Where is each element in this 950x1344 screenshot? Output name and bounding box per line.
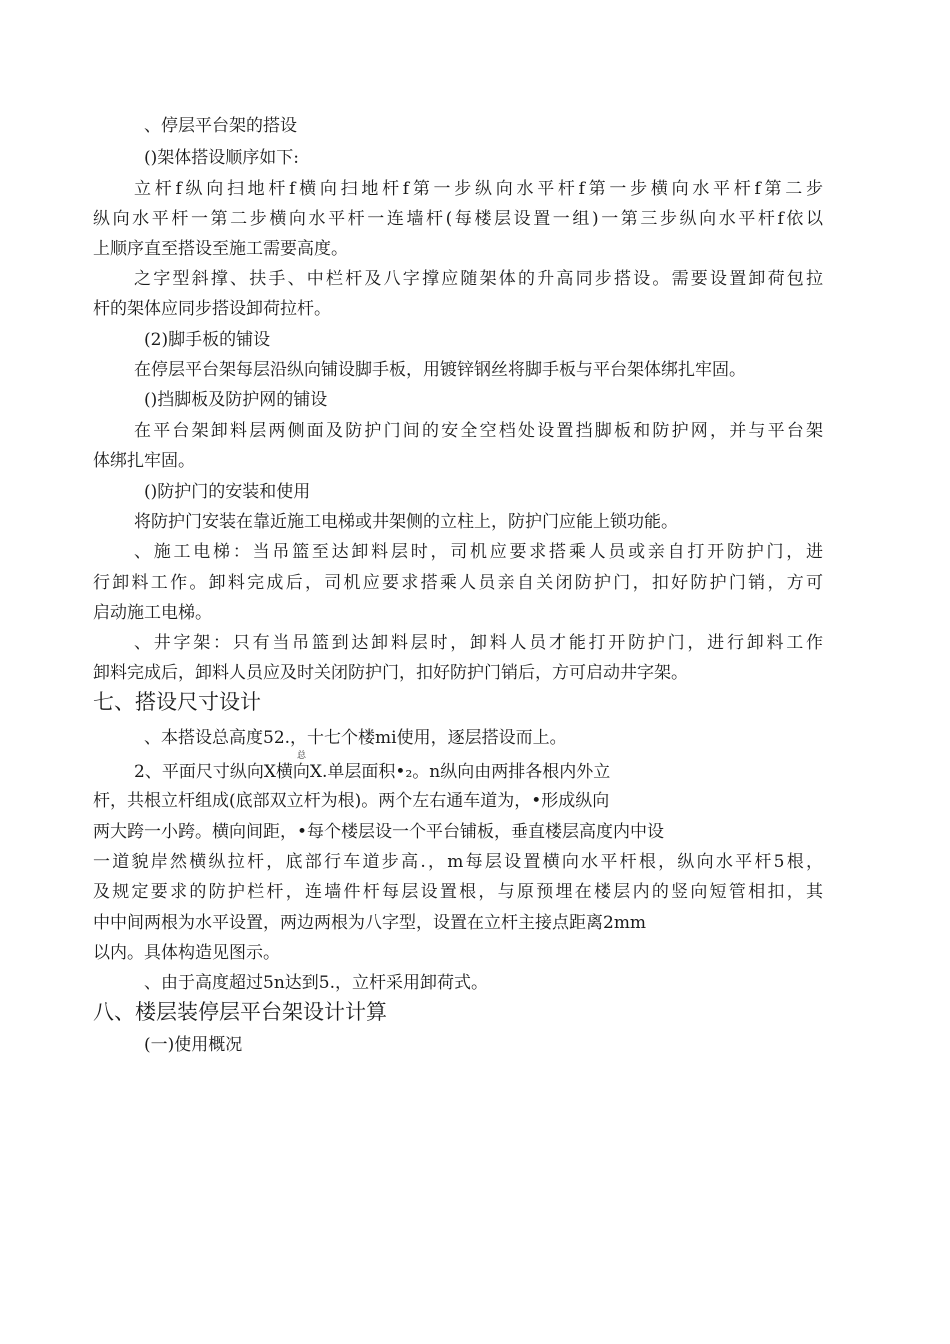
paragraph-line: 在平台架卸料层两侧面及防护门间的安全空档处设置挡脚板和防护网，并与平台架	[134, 421, 823, 441]
paragraph-line: 体绑扎牢固。	[93, 451, 195, 471]
item-protective-door: ()防护门的安装和使用	[144, 482, 311, 502]
paragraph-line: 两大跨一小跨。横向间距，•每个楼层设一个平台铺板，垂直楼层高度内中设	[93, 822, 665, 842]
paragraph-line: 之字型斜撑、扶手、中栏杆及八字撑应随架体的升高同步搭设。需要设置卸荷包拉	[134, 269, 823, 289]
paragraph-line: 、井字架：只有当吊篮到达卸料层时，卸料人员才能打开防护门，进行卸料工作	[134, 633, 823, 653]
paragraph-line: 纵向水平杆一第二步横向水平杆一连墙杆(每楼层设置一组)一第三步纵向水平杆f依以	[93, 209, 823, 229]
paragraph-line: 一道貌岸然横纵拉杆，底部行车道步高.，m每层设置横向水平杆根，纵向水平杆5根，	[93, 852, 823, 872]
paragraph-line: 行卸料工作。卸料完成后，司机应要求搭乘人员亲自关闭防护门，扣好防护门销，方可	[93, 573, 823, 593]
section-heading-8: 八、楼层装停层平台架设计计算	[93, 1000, 387, 1024]
subheading-platform-erection: 、停层平台架的搭设	[144, 116, 297, 136]
item-toe-board-net: ()挡脚板及防护网的铺设	[144, 390, 328, 410]
section-heading-7: 七、搭设尺寸设计	[93, 690, 261, 714]
item-erection-order: ()架体搭设顺序如下:	[144, 148, 299, 168]
paragraph-line: 将防护门安装在靠近施工电梯或井架侧的立柱上，防护门应能上锁功能。	[134, 512, 678, 532]
paragraph-line: 及规定要求的防护栏杆，连墙件杆每层设置根，与原预埋在楼层内的竖向短管相扣，其	[93, 882, 823, 902]
paragraph-line: 上顺序直至搭设至施工需要高度。	[93, 239, 348, 259]
paragraph-line: 杆的架体应同步搭设卸荷拉杆。	[93, 299, 331, 319]
paragraph-line: 卸料完成后，卸料人员应及时关闭防护门，扣好防护门销后，方可启动井字架。	[93, 663, 688, 683]
superscript-note: 总	[297, 751, 307, 761]
paragraph-line: 2、平面尺寸纵向X横向X.单层面积•₂。n纵向由两排各根内外立	[134, 762, 611, 782]
item-usage-overview: (一)使用概况	[144, 1035, 243, 1055]
paragraph-line: 在停层平台架每层沿纵向铺设脚手板，用镀锌钢丝将脚手板与平台架体绑扎牢固。	[134, 360, 746, 380]
paragraph-line: 立杆f纵向扫地杆f横向扫地杆f第一步纵向水平杆f第一步横向水平杆f第二步	[134, 179, 823, 199]
paragraph-line: 、本搭设总高度52.，十七个楼mi使用，逐层搭设而上。	[144, 728, 567, 748]
paragraph-line: 杆，共根立杆组成(底部双立杆为根)。两个左右通车道为，•形成纵向	[93, 791, 610, 811]
paragraph-line: 中中间两根为水平设置，两边两根为八字型，设置在立杆主接点距离2mm	[93, 913, 647, 933]
paragraph-line: 、施工电梯：当吊篮至达卸料层时，司机应要求搭乘人员或亲自打开防护门，进	[134, 542, 823, 562]
paragraph-line: 以内。具体构造见图示。	[93, 943, 280, 963]
item-scaffold-board: (2)脚手板的铺设	[144, 330, 271, 350]
paragraph-line: 、由于高度超过5n达到5.，立杆采用卸荷式。	[144, 973, 488, 993]
paragraph-line: 启动施工电梯。	[93, 603, 212, 623]
